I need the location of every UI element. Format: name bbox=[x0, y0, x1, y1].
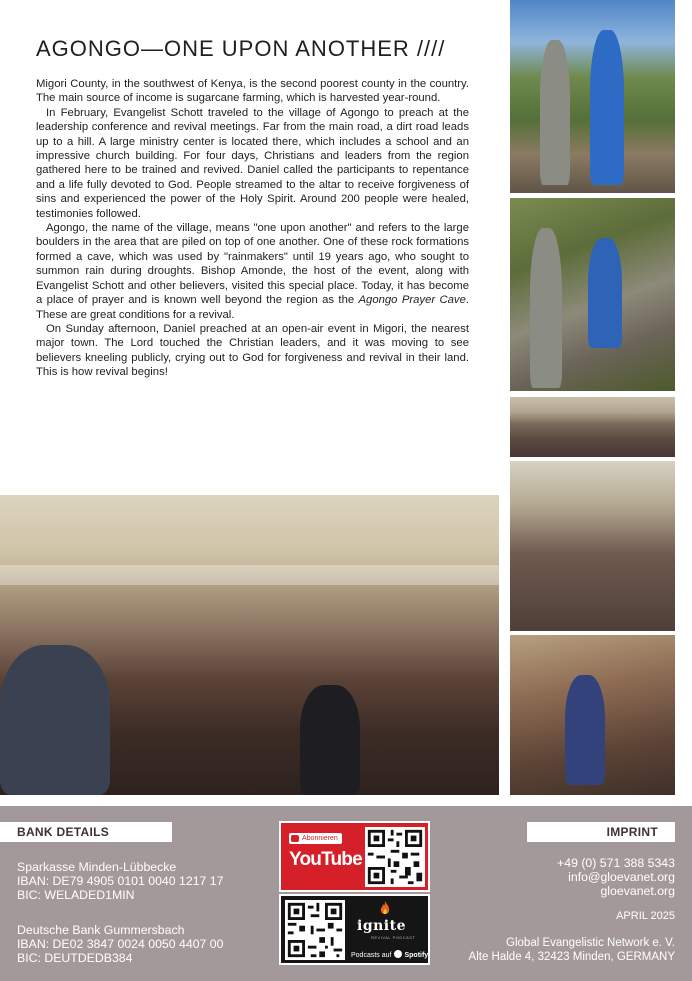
phone-number[interactable]: +49 (0) 571 388 5343 bbox=[557, 856, 675, 870]
youtube-qr-code bbox=[365, 827, 425, 887]
photo-handshake bbox=[510, 0, 675, 193]
flame-icon bbox=[379, 901, 391, 917]
bank-details-header: BANK DETAILS bbox=[0, 822, 172, 842]
email-link[interactable]: info@gloevanet.org bbox=[568, 870, 675, 884]
photo-church-balcony bbox=[510, 397, 675, 457]
bank-account-2 bbox=[17, 923, 223, 965]
imprint-contact bbox=[557, 856, 675, 898]
bank-name: Sparkasse Minden-Lübbecke bbox=[17, 860, 177, 874]
article-title: AGONGO—ONE UPON ANOTHER //// bbox=[36, 36, 446, 61]
bank-bic: BIC: DEUTDEDB384 bbox=[17, 951, 133, 965]
street-address: Alte Halde 4, 32423 Minden, GERMANY bbox=[468, 951, 675, 963]
bank-bic: BIC: WELADED1MIN bbox=[17, 888, 135, 902]
youtube-logo-text: YouTube bbox=[289, 849, 362, 870]
podcast-qr-box[interactable] bbox=[279, 894, 430, 965]
podcast-qr-code bbox=[285, 900, 345, 960]
website-link[interactable]: gloevanet.org bbox=[600, 884, 675, 898]
photo-prayer-cave bbox=[510, 198, 675, 391]
footer bbox=[0, 806, 692, 981]
bank-account-1 bbox=[17, 860, 223, 902]
youtube-qr-box[interactable] bbox=[279, 821, 430, 892]
issue-date: APRIL 2025 bbox=[616, 910, 675, 922]
organization-name: Global Evangelistic Network e. V. bbox=[506, 937, 675, 949]
ignite-logo-text: ignite bbox=[357, 918, 406, 934]
subscribe-badge: Abonnieren bbox=[289, 833, 342, 844]
imprint-address bbox=[469, 936, 675, 964]
article-paragraph-4: On Sunday afternoon, Daniel preached at an open-air event in Migori, the nearest major town. The Lord touched the Christian leaders, and it was moving to see believers kneeling publicly, crying out to God for forgiveness and revival in their land. This is how revival begins! bbox=[36, 322, 469, 379]
bank-name: Deutsche Bank Gummersbach bbox=[17, 923, 185, 937]
article-body bbox=[36, 77, 469, 380]
prayer-cave-name: Agongo Prayer Cave bbox=[358, 294, 466, 307]
spotify-icon bbox=[394, 950, 402, 958]
article-paragraph-1: Migori County, in the southwest of Kenya, is the second poorest county in the country. The main source of income is sugarcane farming, which is harvested year-round. bbox=[36, 78, 469, 105]
photo-preaching-crowd bbox=[0, 495, 499, 795]
photo-kneeling-prayer bbox=[510, 635, 675, 795]
imprint-header: IMPRINT bbox=[527, 822, 675, 842]
youtube-play-icon bbox=[291, 835, 299, 842]
article-paragraph-2: In February, Evangelist Schott traveled to the village of Agongo to preach at the leadership conference and revival meetings. Far from the main road, a dirt road leads up to a hill. A large ministry center is located there, which includes a school and an impressive church building. For four days, Christians and leaders from the region gathered here to be trained and revived. Daniel called the participants to repentance and a life fully devoted to God. People streamed to the altar to receive forgiveness of sins and experienced the power of the Holy Spirit. Around 200 people were healed, testimonies followed. bbox=[36, 106, 469, 220]
article-paragraph-3: Agongo, the name of the village, means "one upon another" and refers to the large boulders in the area that are piled on top of one another. One of these rock formations formed a cave, which was used by "rainmakers" until 19 years ago, who sought to summon rain during droughts. Bishop Amonde, the host of the event, along with Evangelist Schott and other believers, visited this special place. Today, it has become a place of prayer and is known well beyond the region as the Agongo Prayer Cave. These are great conditions for a revival. bbox=[36, 222, 469, 321]
bank-iban: IBAN: DE79 4905 0101 0040 1217 17 bbox=[17, 874, 224, 888]
photo-church-crowd bbox=[510, 461, 675, 631]
bank-iban: IBAN: DE02 3847 0024 0050 4407 00 bbox=[17, 937, 224, 951]
podcast-platform-line: Podcasts auf Spotify bbox=[351, 952, 429, 959]
ignite-tagline: REVIVAL PODCAST bbox=[371, 935, 416, 940]
